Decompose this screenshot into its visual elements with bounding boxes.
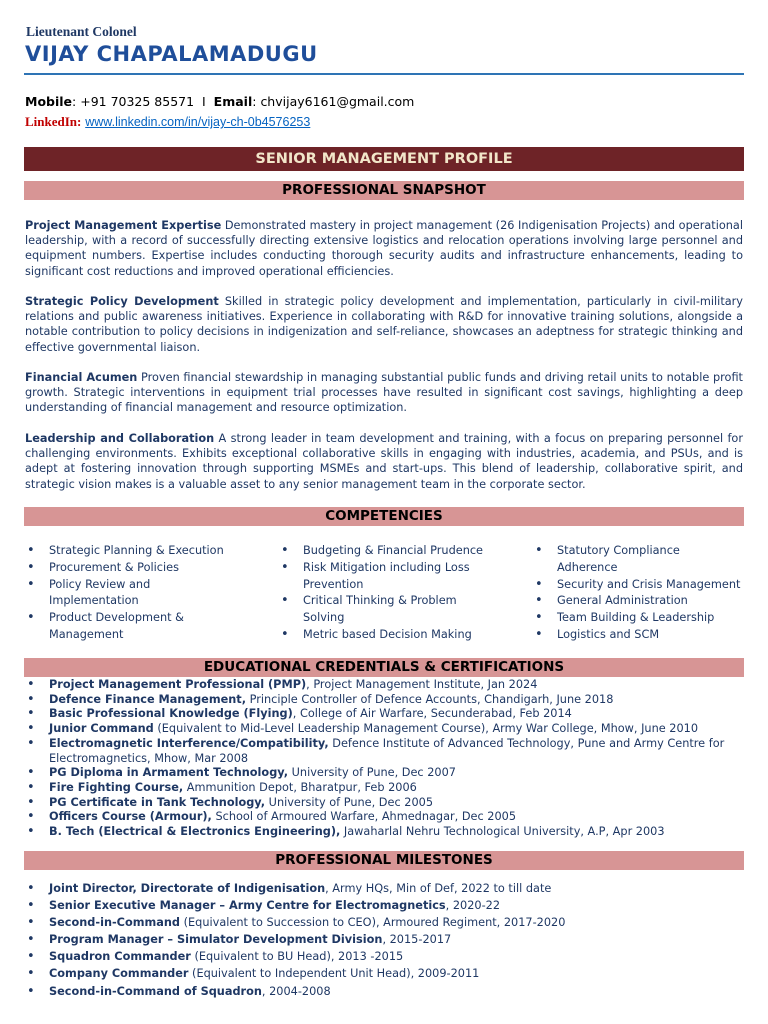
education-detail: Ammunition Depot, Bharatpur, Feb 2006 xyxy=(183,780,417,794)
education-title: Fire Fighting Course, xyxy=(49,780,184,794)
snapshot-text: Demonstrated mastery in project management (26 Indigenisation Projects) and operational leadership, with a record of successfully directing extensive logistics and relocation operations involving large personnel and equipment numbers. Expertise includes conducting thorough security audits and infrastructure enhancements, leading to significant cost reductions and improved operational efficiencies. xyxy=(25,219,743,278)
education-title: Basic Professional Knowledge (Flying) xyxy=(49,707,293,721)
contact-line: Mobile: +91 70325 85571 I Email: chvijay6161@gmail.com xyxy=(25,94,415,109)
education-title: PG Certificate in Tank Technology, xyxy=(49,795,266,809)
competency-item: • Team Building & Leadership xyxy=(533,610,748,627)
linkedin-link[interactable]: www.linkedin.com/in/vijay-ch-0b4576253 xyxy=(85,115,311,129)
education-detail: , College of Air Warfare, Secunderabad, Feb 2014 xyxy=(292,707,572,721)
milestone-detail: , 2020-22 xyxy=(445,899,501,913)
competency-item: • General Administration xyxy=(533,593,748,610)
competency-item: • Statutory Compliance Adherence xyxy=(533,543,693,577)
snapshot-text: A strong leader in team development and training, with a focus on preparing personnel for challenging environments. Exhibits exceptional collaborative skills in engaging with industries, academia, and PSUs, and is adept at fostering innovation through supporting MSMEs and start-ups. This blend of leadership, collaborative spirit, and strategic vision makes is a valuable asset to any senior management team in the corporate sector. xyxy=(25,432,743,491)
competency-column xyxy=(279,543,504,644)
milestone-title: Company Commander xyxy=(49,967,189,981)
education-item xyxy=(25,678,743,693)
milestone-title: Joint Director, Directorate of Indigenisation xyxy=(49,882,326,895)
milestone-title: Program Manager – Simulator Development Division xyxy=(49,933,383,947)
section-profile: SENIOR MANAGEMENT PROFILE xyxy=(24,147,744,171)
snapshot-title: Financial Acumen xyxy=(25,371,138,384)
education-title: B. Tech (Electrical & Electronics Engineering), xyxy=(49,825,341,839)
snapshot-text: Skilled in strategic policy development and implementation, particularly in civil-military relations and public awareness initiatives. Experience in collaborating with R&D for innovative training solutions, alongside a notable contribution to policy decisions in indigenization and self-reliance, showcases an adeptness for strategic thinking and effective governmental liaison. xyxy=(25,295,743,354)
education-list xyxy=(25,678,743,840)
education-item xyxy=(25,707,743,722)
mobile-label: Mobile xyxy=(25,94,73,109)
snapshot-title: Leadership and Collaboration xyxy=(25,432,215,445)
education-detail: University of Pune, Dec 2007 xyxy=(288,766,456,780)
education-title: Officers Course (Armour), xyxy=(49,810,212,824)
education-item xyxy=(25,722,743,737)
competency-item: • Logistics and SCM xyxy=(533,627,748,644)
milestone-detail: , Army HQs, Min of Def, 2022 to till date xyxy=(325,882,552,895)
education-item xyxy=(25,693,743,708)
milestone-item xyxy=(25,931,743,948)
milestone-detail: (Equivalent to BU Head), 2013 -2015 xyxy=(190,950,404,964)
snapshot-title: Strategic Policy Development xyxy=(25,295,219,308)
contact-separator: I xyxy=(202,94,206,109)
education-detail: School of Armoured Warfare, Ahmednagar, Dec 2005 xyxy=(211,810,517,824)
education-title: Defence Finance Management, xyxy=(49,692,246,706)
milestone-item xyxy=(25,880,743,897)
competency-column xyxy=(25,543,260,644)
education-item xyxy=(25,825,743,840)
email-label: Email xyxy=(213,94,253,109)
milestone-title: Second-in-Command of Squadron xyxy=(49,984,262,998)
section-snapshot: PROFESSIONAL SNAPSHOT xyxy=(24,181,744,200)
snapshot-paragraph xyxy=(25,370,743,416)
linkedin-line xyxy=(25,114,310,130)
mobile-number: +91 70325 85571 xyxy=(80,94,195,109)
candidate-name: VIJAY CHAPALAMADUGU xyxy=(25,42,318,66)
snapshot-paragraph xyxy=(25,218,743,279)
milestone-item xyxy=(25,965,743,982)
email-address: chvijay6161@gmail.com xyxy=(260,94,415,109)
competency-item: • Critical Thinking & Problem Solving xyxy=(279,593,469,627)
milestone-detail: , 2015-2017 xyxy=(382,933,452,947)
snapshot-title: Project Management Expertise xyxy=(25,219,222,232)
header-divider xyxy=(24,73,744,75)
milestone-detail: (Equivalent to Independent Unit Head), 2009-2011 xyxy=(188,967,480,981)
competency-item: • Risk Mitigation including Loss Prevention xyxy=(279,560,479,594)
education-title: Project Management Professional (PMP) xyxy=(49,678,307,691)
milestone-item xyxy=(25,983,743,1000)
education-item xyxy=(25,796,743,811)
competency-item: • Budgeting & Financial Prudence xyxy=(279,543,504,560)
snapshot-text: Proven financial stewardship in managing substantial public funds and driving retail units to notable profit growth. Strategic interventions in equipment trial processes have resulted in significant cost savings, highlighting a deep understanding of financial management and resource optimization. xyxy=(25,371,743,415)
milestone-title: Squadron Commander xyxy=(49,950,191,964)
milestone-item xyxy=(25,948,743,965)
education-detail: , Project Management Institute, Jan 2024 xyxy=(306,678,538,691)
education-detail: University of Pune, Dec 2005 xyxy=(265,795,434,809)
section-education: EDUCATIONAL CREDENTIALS & CERTIFICATIONS xyxy=(24,658,744,677)
snapshot-paragraph xyxy=(25,294,743,355)
education-item xyxy=(25,781,743,796)
education-title: Junior Command xyxy=(49,722,154,736)
milestone-title: Senior Executive Manager – Army Centre for Electromagnetics xyxy=(49,899,446,913)
competency-item: • Procurement & Policies xyxy=(25,560,260,577)
milestone-detail: (Equivalent to Succession to CEO), Armoured Regiment, 2017-2020 xyxy=(180,916,566,930)
snapshot-paragraph xyxy=(25,431,743,492)
competency-item: • Policy Review and Implementation xyxy=(25,577,190,611)
rank-title: Lieutenant Colonel xyxy=(26,24,137,39)
milestone-detail: , 2004-2008 xyxy=(261,984,331,998)
milestone-item xyxy=(25,914,743,931)
milestone-title: Second-in-Command xyxy=(49,916,181,930)
education-title: PG Diploma in Armament Technology, xyxy=(49,766,289,780)
competency-item: • Security and Crisis Management xyxy=(533,577,748,594)
competency-item: • Strategic Planning & Execution xyxy=(25,543,260,560)
education-detail: (Equivalent to Mid-Level Leadership Management Course), Army War College, Mhow, June 2010 xyxy=(153,722,699,736)
milestone-list xyxy=(25,880,743,1000)
linkedin-label: LinkedIn: xyxy=(25,114,82,129)
education-detail: Principle Controller of Defence Accounts, Chandigarh, June 2018 xyxy=(245,692,614,706)
education-item xyxy=(25,766,743,781)
education-detail: Defence Institute of Advanced Technology, Pune and Army Centre for Electromagnetics, Mhow, Mar 2008 xyxy=(49,736,725,765)
competency-item: • Product Development & Management xyxy=(25,610,210,644)
education-item xyxy=(25,810,743,825)
competency-column xyxy=(533,543,748,644)
education-detail: Jawaharlal Nehru Technological University, A.P, Apr 2003 xyxy=(340,825,665,839)
competency-item: • Metric based Decision Making xyxy=(279,627,504,644)
education-item xyxy=(25,737,743,766)
section-competencies: COMPETENCIES xyxy=(24,507,744,526)
section-milestones: PROFESSIONAL MILESTONES xyxy=(24,851,744,870)
education-title: Electromagnetic Interference/Compatibility, xyxy=(49,736,329,750)
milestone-item xyxy=(25,897,743,914)
